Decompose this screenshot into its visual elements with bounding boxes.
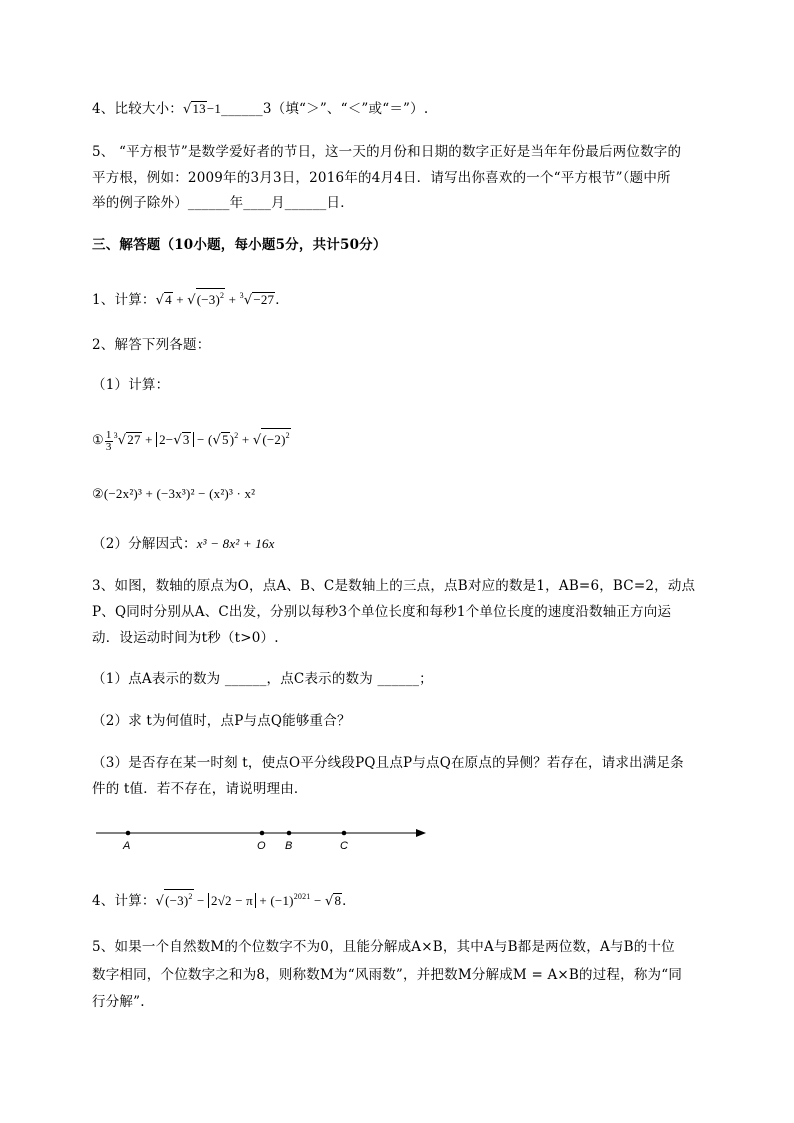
s4-line — [92, 889, 356, 910]
q5-line-2: 平方根，例如：2009年的3月3日，2016年的4月4日．请写出你喜欢的一个“平方根节”（题中所 — [92, 170, 671, 186]
item-2-marker: ② — [92, 486, 104, 501]
s4-radicand-last: 8 — [334, 893, 342, 908]
point-B-dot — [287, 831, 292, 836]
s4-suffix: ． — [342, 893, 356, 909]
factor-expression: x³ − 8x² + 16x — [196, 536, 275, 551]
s2-title: 2、解答下列各题： — [92, 337, 211, 353]
q4-prefix: 4、比较大小： — [92, 101, 183, 117]
item-2-expression: (−2x²)³ + (−3x³)² − (x²)³ · x² — [103, 486, 256, 501]
s5-line-1: 5、如果一个自然数M的个位数字不为0，且能分解成A×B，其中A与B都是两位数，A与B的十位 — [92, 939, 675, 955]
q4-after: 3（填“＞”、“＜”或“＝”）. — [262, 101, 429, 117]
s2-sub1: （1）计算： — [92, 377, 170, 393]
s1-prefix: 1、计算： — [92, 292, 156, 308]
paren-radicand: 5 — [221, 432, 229, 447]
s1-expression: $√4 + √(-3)^2 + ^3√-27$ — [156, 292, 276, 307]
last-exp: 2 — [285, 431, 290, 440]
q5-line-1: 5、 “平方根节”是数学爱好者的节日，这一天的月份和日期的数字正好是当年年份最后两位数字的 — [92, 144, 682, 160]
s4-prefix: 4、计算： — [92, 893, 156, 909]
s4-pow-exp: 2021 — [293, 892, 311, 901]
q4-fill-line — [92, 101, 428, 118]
s1-root-1: 4 — [165, 292, 172, 307]
s3-part-3-line-2: 件的 t值．若不存在，请说明理由． — [92, 781, 308, 797]
s2-sub2 — [92, 536, 275, 552]
s1-exp-2: 2 — [220, 291, 225, 300]
s4-plus: + — [259, 893, 267, 908]
s1-index-3: 3 — [239, 291, 244, 300]
s4-expression: $√(-3)^2 - 2√2 - \pi + (-1)^{2021} - √8$ — [156, 893, 343, 908]
s2-item-1: ① $\frac{1}{3}$ $^3√27 + 2-√3 - (√5)^2 + √(-2)^2$ — [92, 428, 290, 453]
point-C-dot — [342, 831, 347, 836]
s3-part-1: （1）点A表示的数为 ______，点C表示的数为 ______； — [92, 671, 433, 687]
s3-part-3-line-1: （3）是否存在某一时刻 t，使点O平分线段PQ且点P与点Q在原点的异侧？若存在，请求出满足条 — [92, 755, 684, 771]
fraction-one-third — [105, 430, 113, 453]
abs-value: 2−√3 — [156, 432, 193, 447]
number-line-arrow — [416, 829, 426, 837]
point-A-label: A — [123, 840, 131, 852]
s1-suffix: ． — [275, 292, 289, 308]
cbrt-radicand: 27 — [127, 432, 141, 447]
q4-radicand: 13 — [192, 101, 206, 116]
s5-line-2: 数字相同，个位数字之和为8，则称数M为“风雨数”，并把数M分解成M = A×B的过程，称为“同 — [92, 967, 683, 983]
s2-item-2 — [92, 486, 255, 502]
q5-line-3: 举的例子除外）______年____月______日． — [92, 195, 354, 211]
s3-line-3: 动．设运动时间为t秒（t>0）. — [92, 630, 279, 646]
frac-den: 3 — [105, 440, 112, 453]
s4-radicand-1: (−3) — [165, 893, 189, 908]
point-C-label: C — [340, 840, 348, 852]
paren-exp: 2 — [234, 431, 239, 440]
abs-radicand: 3 — [182, 432, 190, 447]
point-A-dot — [126, 831, 131, 836]
s2-sub2-label: （2）分解因式： — [92, 536, 197, 552]
s4-minus: − — [313, 893, 322, 908]
s3-part-2: （2）求 t为何值时，点P与点Q能够重合？ — [92, 713, 351, 729]
s3-line-1: 3、如图，数轴的原点为O，点A、B、C是数轴上的三点，点B对应的数是1，AB=6，BC=2，动点 — [92, 578, 696, 594]
point-O-label: O — [257, 840, 266, 852]
q4-expr-tail: −1 — [206, 101, 222, 116]
s4-exp-1: 2 — [188, 892, 193, 901]
point-O-dot — [260, 831, 265, 836]
last-radicand: (−2) — [262, 432, 286, 447]
section-3-title: 三、解答题（10小题，每小题5分，共计50分） — [92, 237, 387, 253]
frac-num: 1 — [105, 428, 112, 441]
q4-blank: ______ — [221, 101, 263, 117]
s4-pow-base: (−1) — [270, 893, 294, 908]
s3-line-2: P、Q同时分别从A、C出发，分别以每秒3个单位长度和每秒1个单位长度的速度沿数轴正方向运 — [92, 604, 672, 620]
s1-line — [92, 288, 289, 309]
item-1-marker: ① — [92, 432, 104, 447]
point-B-label: B — [285, 840, 293, 852]
item1-plus: + — [241, 432, 250, 447]
q4-expression: √13−1 — [183, 101, 222, 117]
s1-root-2: (−3) — [196, 292, 220, 307]
s5-line-3: 行分解”. — [92, 994, 145, 1010]
number-line-figure — [92, 822, 432, 852]
abs-a: 2− — [159, 432, 174, 447]
s4-abs-expression: 2√2 − π — [208, 893, 256, 908]
cbrt-index: 3 — [113, 431, 118, 440]
s1-root-3: −27 — [253, 292, 275, 307]
item1-minus: − — [196, 432, 205, 447]
